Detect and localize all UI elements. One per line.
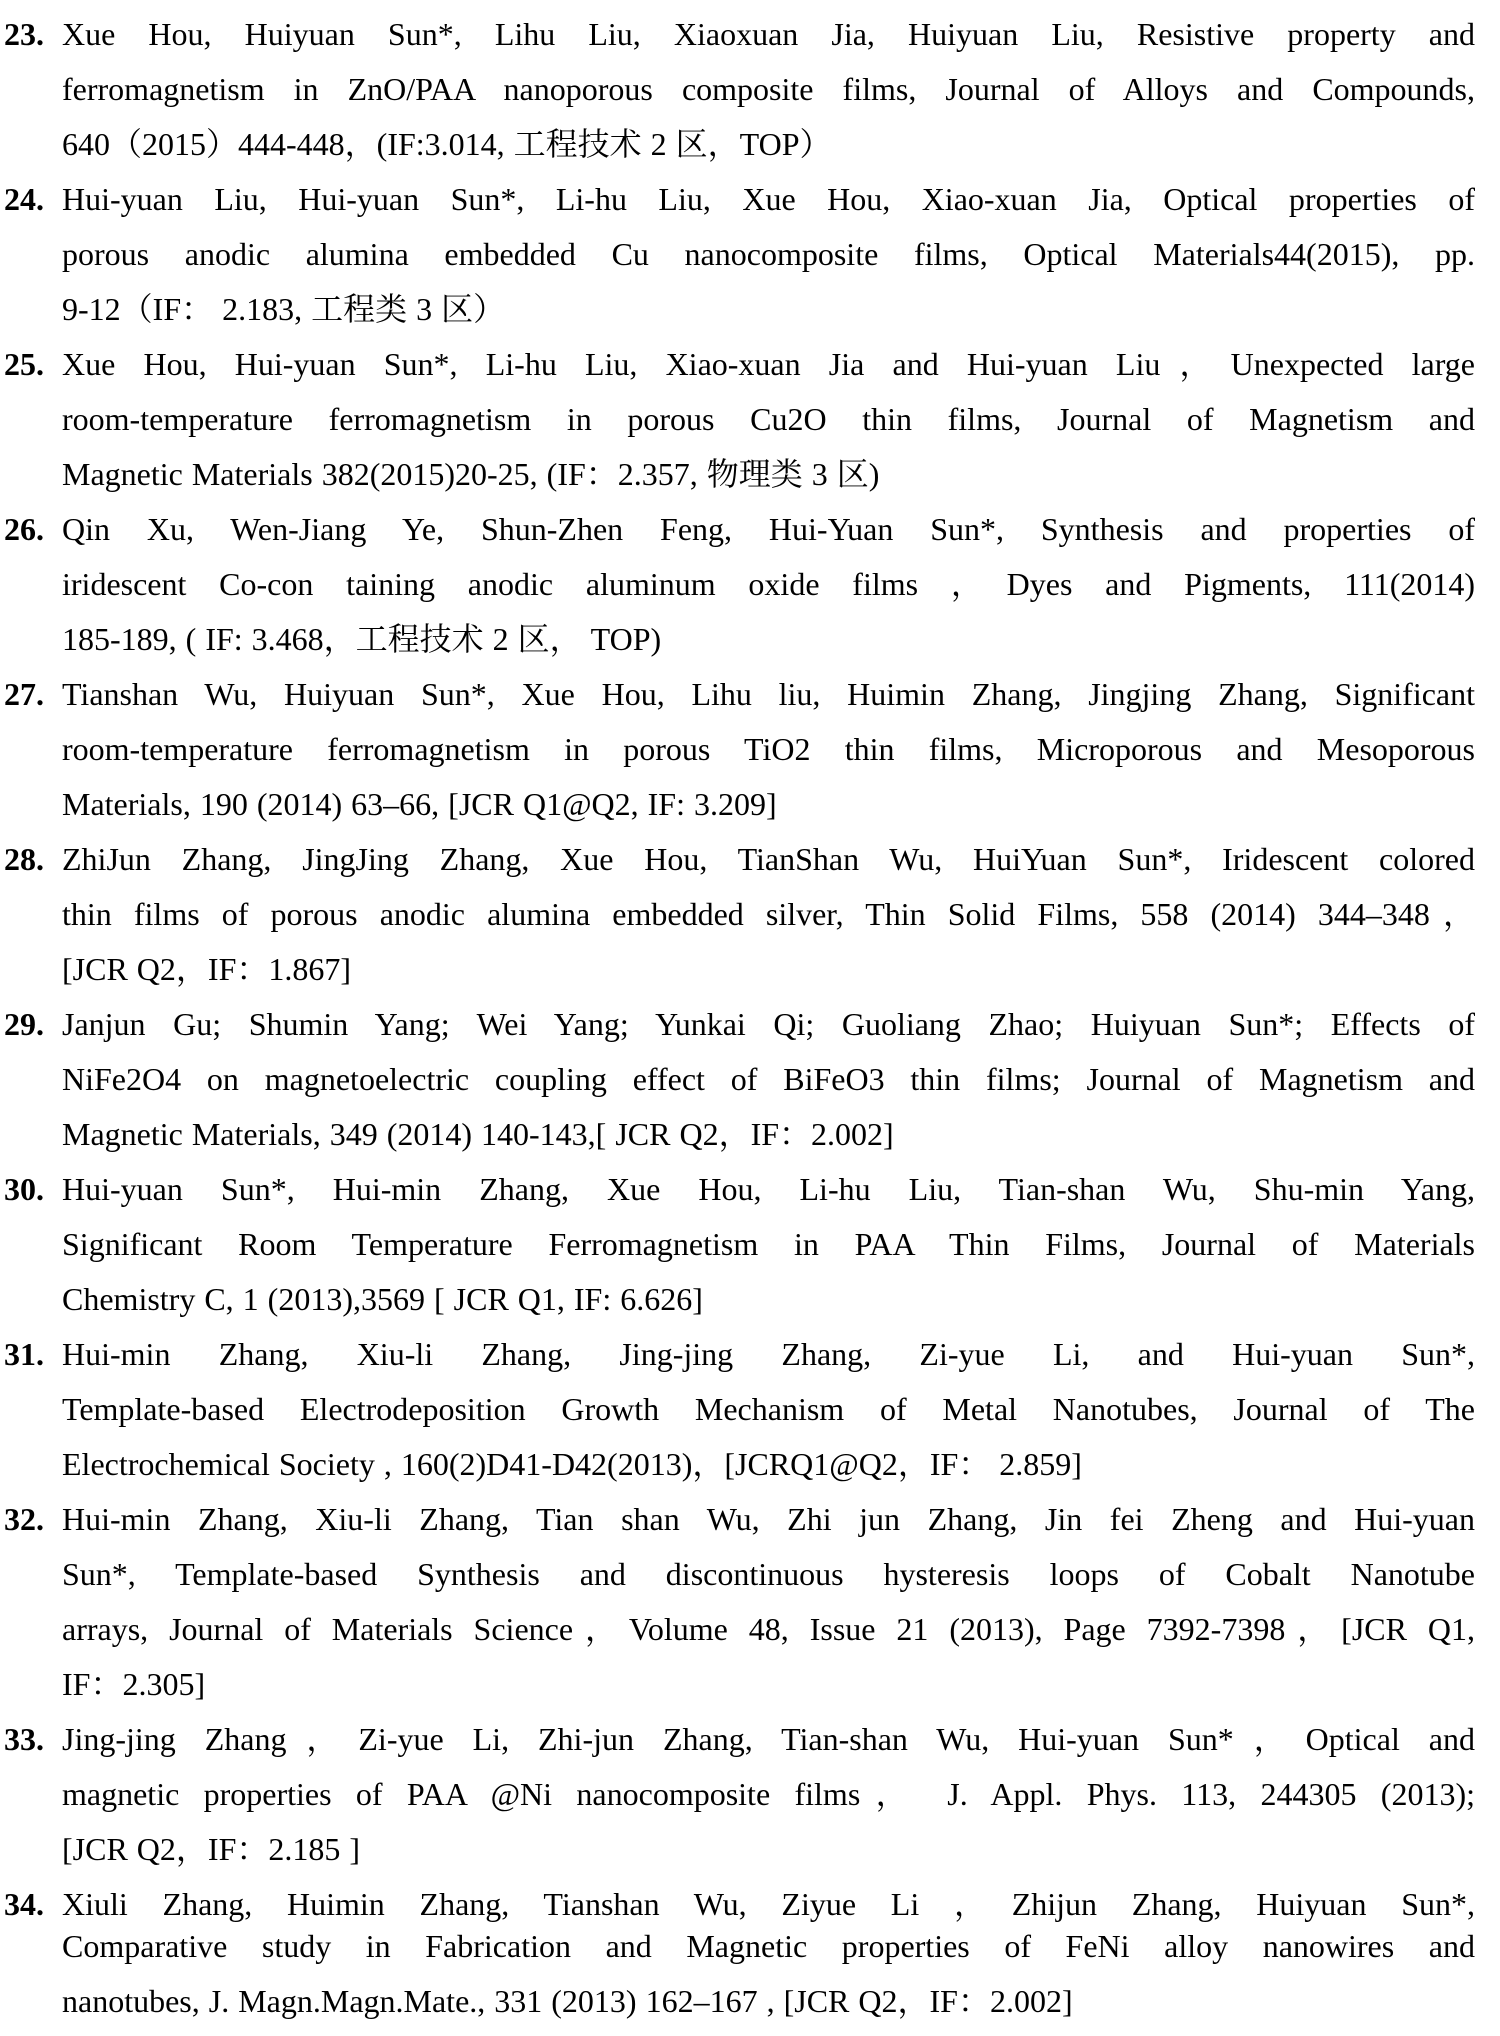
publication-item bbox=[4, 7, 1475, 172]
publication-line: IF：2.305] bbox=[62, 1666, 206, 1702]
publication-number: 26. bbox=[4, 511, 44, 547]
publication-list bbox=[4, 7, 1475, 2029]
publication-item bbox=[4, 1162, 1475, 1327]
publication-item bbox=[4, 667, 1475, 832]
publication-item bbox=[4, 832, 1475, 997]
publication-line: NiFe2O4 on magnetoelectric coupling effect of BiFeO3 thin films; Journal of Magnetism and bbox=[62, 1061, 1475, 1097]
publication-line: Tianshan Wu, Huiyuan Sun*, Xue Hou, Lihu liu, Huimin Zhang, Jingjing Zhang, Significant bbox=[62, 676, 1475, 712]
publication-line: Electrochemical Society , 160(2)D41-D42(2013)，[JCRQ1@Q2，IF： 2.859] bbox=[62, 1446, 1082, 1482]
publication-line: thin films of porous anodic alumina embedded silver, Thin Solid Films, 558 (2014) 344–348， bbox=[62, 896, 1475, 932]
publication-line: 185-189, ( IF: 3.468，工程技术 2 区， TOP) bbox=[62, 621, 662, 657]
publication-item bbox=[4, 172, 1475, 337]
publication-line: 640（2015）444-448，(IF:3.014, 工程技术 2 区，TOP） bbox=[62, 126, 832, 162]
publication-lines bbox=[62, 1877, 1475, 2029]
publication-line: Xiuli Zhang, Huimin Zhang, Tianshan Wu, Ziyue Li ，Zhijun Zhang, Huiyuan Sun*, bbox=[62, 1886, 1475, 1922]
publication-lines bbox=[62, 832, 1475, 997]
publication-line: 9-12（IF： 2.183, 工程类 3 区） bbox=[62, 291, 506, 327]
publication-line: ferromagnetism in ZnO/PAA nanoporous composite films, Journal of Alloys and Compounds, bbox=[62, 71, 1475, 107]
publication-line: Hui-min Zhang, Xiu-li Zhang, Jing-jing Zhang, Zi-yue Li, and Hui-yuan Sun*, bbox=[62, 1336, 1475, 1372]
publication-line: ZhiJun Zhang, JingJing Zhang, Xue Hou, TianShan Wu, HuiYuan Sun*, Iridescent colored bbox=[62, 841, 1475, 877]
publication-number: 30. bbox=[4, 1171, 44, 1207]
publication-lines bbox=[62, 667, 1475, 832]
publication-line: room-temperature ferromagnetism in porous TiO2 thin films, Microporous and Mesoporous bbox=[62, 731, 1475, 767]
publication-line: Xue Hou, Huiyuan Sun*, Lihu Liu, Xiaoxuan Jia, Huiyuan Liu, Resistive property and bbox=[62, 16, 1475, 52]
publication-number: 31. bbox=[4, 1336, 44, 1372]
publication-number: 28. bbox=[4, 841, 44, 877]
publication-line: Jing-jing Zhang，Zi-yue Li, Zhi-jun Zhang, Tian-shan Wu, Hui-yuan Sun*，Optical and bbox=[62, 1721, 1475, 1757]
publication-number: 29. bbox=[4, 1006, 44, 1042]
publication-lines bbox=[62, 502, 1475, 667]
publication-lines bbox=[62, 1327, 1475, 1492]
publication-number: 23. bbox=[4, 16, 44, 52]
publication-number: 27. bbox=[4, 676, 44, 712]
publication-line: Janjun Gu; Shumin Yang; Wei Yang; Yunkai Qi; Guoliang Zhao; Huiyuan Sun*; Effects of bbox=[62, 1006, 1475, 1042]
publication-line: Xue Hou, Hui-yuan Sun*, Li-hu Liu, Xiao-xuan Jia and Hui-yuan Liu，Unexpected large bbox=[62, 346, 1475, 382]
publication-lines bbox=[62, 1162, 1475, 1327]
publication-line: Significant Room Temperature Ferromagnetism in PAA Thin Films, Journal of Materials bbox=[62, 1226, 1475, 1262]
publication-line: room-temperature ferromagnetism in porous Cu2O thin films, Journal of Magnetism and bbox=[62, 401, 1475, 437]
publication-item bbox=[4, 1712, 1475, 1877]
publication-number: 32. bbox=[4, 1501, 44, 1537]
publication-lines bbox=[62, 1712, 1475, 1877]
publication-line: Chemistry C, 1 (2013),3569 [ JCR Q1, IF: 6.626] bbox=[62, 1281, 703, 1317]
publication-line: [JCR Q2，IF：1.867] bbox=[62, 951, 352, 987]
publication-line: Comparative study in Fabrication and Magnetic properties of FeNi alloy nanowires and bbox=[62, 1928, 1475, 1964]
publication-number: 34. bbox=[4, 1886, 44, 1922]
publication-line: Hui-yuan Sun*, Hui-min Zhang, Xue Hou, Li-hu Liu, Tian-shan Wu, Shu-min Yang, bbox=[62, 1171, 1475, 1207]
publication-number: 24. bbox=[4, 181, 44, 217]
publication-line: Hui-min Zhang, Xiu-li Zhang, Tian shan Wu, Zhi jun Zhang, Jin fei Zheng and Hui-yuan bbox=[62, 1501, 1475, 1537]
publication-item bbox=[4, 337, 1475, 502]
publication-line: magnetic properties of PAA @Ni nanocomposite films， J. Appl. Phys. 113, 244305 (2013); bbox=[62, 1776, 1475, 1812]
publication-item bbox=[4, 1327, 1475, 1492]
publication-item bbox=[4, 1877, 1475, 2029]
publication-lines bbox=[62, 337, 1475, 502]
publication-line: nanotubes, J. Magn.Magn.Mate., 331 (2013) 162–167 , [JCR Q2，IF：2.002] bbox=[62, 1983, 1073, 2019]
publication-line: Sun*, Template-based Synthesis and discontinuous hysteresis loops of Cobalt Nanotube bbox=[62, 1556, 1475, 1592]
publication-line: porous anodic alumina embedded Cu nanocomposite films, Optical Materials44(2015), pp. bbox=[62, 236, 1475, 272]
publication-line: [JCR Q2，IF：2.185 ] bbox=[62, 1831, 361, 1867]
publication-number: 33. bbox=[4, 1721, 44, 1757]
publication-line: arrays, Journal of Materials Science，Volume 48, Issue 21 (2013), Page 7392-7398，[JCR Q1, bbox=[62, 1611, 1475, 1647]
publication-line: iridescent Co-con taining anodic aluminum oxide films ，Dyes and Pigments, 111(2014) bbox=[62, 566, 1475, 602]
publication-item bbox=[4, 997, 1475, 1162]
publication-item bbox=[4, 502, 1475, 667]
publication-line: Magnetic Materials 382(2015)20-25, (IF：2.357, 物理类 3 区) bbox=[62, 456, 880, 492]
publication-line: Qin Xu, Wen-Jiang Ye, Shun-Zhen Feng, Hui-Yuan Sun*, Synthesis and properties of bbox=[62, 511, 1475, 547]
publication-number: 25. bbox=[4, 346, 44, 382]
publication-line: Template-based Electrodeposition Growth Mechanism of Metal Nanotubes, Journal of The bbox=[62, 1391, 1475, 1427]
publication-item bbox=[4, 1492, 1475, 1712]
publication-lines bbox=[62, 7, 1475, 172]
publication-lines bbox=[62, 1492, 1475, 1712]
publication-lines bbox=[62, 172, 1475, 337]
publication-line: Materials, 190 (2014) 63–66, [JCR Q1@Q2, IF: 3.209] bbox=[62, 786, 777, 822]
publication-line: Hui-yuan Liu, Hui-yuan Sun*, Li-hu Liu, Xue Hou, Xiao-xuan Jia, Optical properties of bbox=[62, 181, 1475, 217]
publication-line: Magnetic Materials, 349 (2014) 140-143,[ JCR Q2，IF：2.002] bbox=[62, 1116, 894, 1152]
publication-lines bbox=[62, 997, 1475, 1162]
